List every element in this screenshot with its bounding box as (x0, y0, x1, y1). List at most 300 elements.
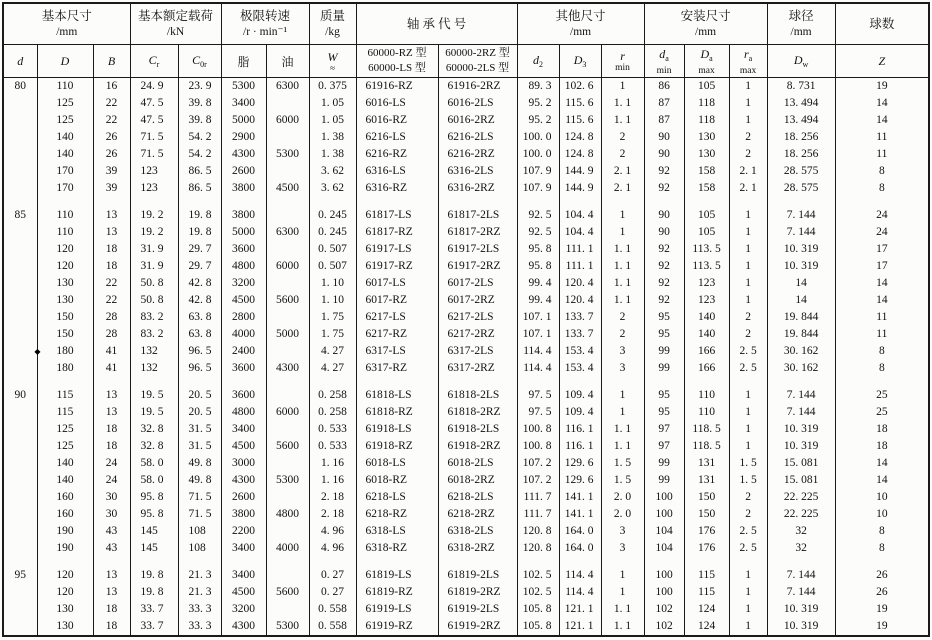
cell-d (3, 360, 37, 377)
empty-cell (601, 557, 644, 567)
cell-desig_2rz: 6217-2RZ (438, 326, 517, 343)
cell-ra_max: 1 (729, 292, 767, 309)
cell-grease: 5300 (221, 78, 266, 96)
cell-d2: 107. 1 (517, 309, 559, 326)
empty-cell (356, 557, 438, 567)
cell-desig_rz: 61919-RZ (356, 618, 438, 636)
cell-Cr: 83. 2 (130, 326, 178, 343)
table-row (3, 241, 929, 258)
cell-d2: 97. 5 (517, 404, 559, 421)
cell-D: 125 (37, 421, 93, 438)
cell-d (3, 241, 37, 258)
cell-W: 0. 507 (309, 241, 356, 258)
cell-desig_rz: 61817-LS (356, 207, 438, 224)
cell-oil: 6000 (266, 404, 309, 421)
cell-W: 0. 558 (309, 618, 356, 636)
cell-oil: 6000 (266, 112, 309, 129)
empty-cell (356, 197, 438, 207)
cell-Cr: 47. 5 (130, 112, 178, 129)
cell-D3: 116. 1 (559, 438, 601, 455)
cell-da_min: 97 (644, 438, 684, 455)
cell-r_min: 2 (601, 309, 644, 326)
cell-desig_2rz: 6216-2LS (438, 129, 517, 146)
cell-grease: 4300 (221, 146, 266, 163)
cell-oil (266, 129, 309, 146)
cell-r_min: 1. 1 (601, 241, 644, 258)
cell-D3: 120. 4 (559, 275, 601, 292)
cell-grease: 5000 (221, 224, 266, 241)
empty-cell (601, 197, 644, 207)
cell-desig_2rz: 6317-2LS (438, 343, 517, 360)
cell-grease: 5000 (221, 112, 266, 129)
cell-C0r: 42. 8 (178, 275, 221, 292)
header-bearing-designation: 轴 承 代 号 (356, 3, 517, 45)
empty-cell (130, 377, 178, 387)
cell-W: 1. 38 (309, 146, 356, 163)
cell-ra_max: 2. 5 (729, 523, 767, 540)
cell-Z: 24 (835, 207, 929, 224)
cell-oil (266, 421, 309, 438)
table-row (3, 309, 929, 326)
empty-cell (3, 377, 37, 387)
cell-C0r: 54. 2 (178, 129, 221, 146)
cell-Cr: 19. 8 (130, 584, 178, 601)
cell-D: 130 (37, 275, 93, 292)
cell-oil: 6000 (266, 258, 309, 275)
cell-grease: 3400 (221, 567, 266, 584)
cell-W: 3. 62 (309, 163, 356, 180)
cell-desig_2rz: 61917-2LS (438, 241, 517, 258)
col-header-oil: 油 (266, 45, 309, 78)
cell-D: 125 (37, 95, 93, 112)
cell-Da_max: 113. 5 (684, 258, 729, 275)
empty-cell (37, 197, 93, 207)
cell-d (3, 326, 37, 343)
cell-desig_rz: 6018-LS (356, 455, 438, 472)
cell-desig_2rz: 61918-2RZ (438, 438, 517, 455)
cell-D3: 109. 4 (559, 387, 601, 404)
cell-d2: 120. 8 (517, 523, 559, 540)
cell-Dw: 32 (767, 540, 835, 557)
cell-Z: 14 (835, 292, 929, 309)
table-row (3, 404, 929, 421)
cell-oil (266, 343, 309, 360)
cell-d2: 95. 2 (517, 95, 559, 112)
cell-C0r: 19. 8 (178, 207, 221, 224)
cell-r_min: 1. 1 (601, 618, 644, 636)
cell-d2: 107. 9 (517, 163, 559, 180)
cell-B: 16 (93, 78, 130, 96)
cell-d (3, 489, 37, 506)
cell-da_min: 99 (644, 455, 684, 472)
cell-r_min: 1. 1 (601, 95, 644, 112)
cell-D3: 129. 6 (559, 472, 601, 489)
cell-desig_2rz: 6218-2LS (438, 489, 517, 506)
cell-Cr: 32. 8 (130, 421, 178, 438)
table-row (3, 292, 929, 309)
cell-grease: 4800 (221, 404, 266, 421)
col-header-grease: 脂 (221, 45, 266, 78)
empty-cell (684, 557, 729, 567)
cell-da_min: 87 (644, 112, 684, 129)
empty-cell (266, 377, 309, 387)
cell-D3: 115. 6 (559, 95, 601, 112)
empty-cell (130, 557, 178, 567)
cell-Z: 10 (835, 489, 929, 506)
cell-W: 0. 507 (309, 258, 356, 275)
col-header-C0r: $C_{0r}$ (178, 45, 221, 78)
header-group-row (3, 3, 929, 45)
cell-Z: 26 (835, 567, 929, 584)
cell-r_min: 1 (601, 207, 644, 224)
cell-da_min: 102 (644, 601, 684, 618)
cell-grease: 3400 (221, 540, 266, 557)
cell-C0r: 33. 3 (178, 618, 221, 636)
table-row (3, 207, 929, 224)
cell-D3: 133. 7 (559, 309, 601, 326)
cell-desig_2rz: 6216-2RZ (438, 146, 517, 163)
header-mounting-dimensions: 安装尺寸 /mm (644, 3, 767, 45)
cell-Dw: 7. 144 (767, 584, 835, 601)
cell-oil (266, 207, 309, 224)
cell-d2: 111. 7 (517, 506, 559, 523)
cell-Dw: 22. 225 (767, 506, 835, 523)
cell-W: 0. 558 (309, 601, 356, 618)
cell-r_min: 3 (601, 540, 644, 557)
cell-C0r: 71. 5 (178, 506, 221, 523)
cell-Cr: 95. 8 (130, 489, 178, 506)
cell-D: 120 (37, 584, 93, 601)
cell-r_min: 2. 0 (601, 489, 644, 506)
cell-Da_max: 130 (684, 129, 729, 146)
cell-D3: 141. 1 (559, 489, 601, 506)
cell-B: 43 (93, 523, 130, 540)
cell-d2: 95. 8 (517, 241, 559, 258)
cell-Z: 19 (835, 618, 929, 636)
cell-D: 120 (37, 567, 93, 584)
cell-d2: 95. 2 (517, 112, 559, 129)
cell-da_min: 90 (644, 224, 684, 241)
cell-Da_max: 118 (684, 112, 729, 129)
cell-ra_max: 1 (729, 567, 767, 584)
cell-Dw: 15. 081 (767, 455, 835, 472)
cell-C0r: 21. 3 (178, 567, 221, 584)
cell-Z: 11 (835, 146, 929, 163)
cell-d (3, 523, 37, 540)
table-row (3, 489, 929, 506)
cell-ra_max: 2. 1 (729, 163, 767, 180)
table-row (3, 540, 929, 557)
empty-cell (93, 197, 130, 207)
cell-desig_2rz: 6218-2RZ (438, 506, 517, 523)
cell-D: 110 (37, 78, 93, 96)
cell-D: 140 (37, 146, 93, 163)
cell-grease: 2400 (221, 343, 266, 360)
table-row (3, 180, 929, 197)
cell-grease: 3400 (221, 421, 266, 438)
table-row (3, 387, 929, 404)
cell-Da_max: 158 (684, 163, 729, 180)
cell-oil: 5300 (266, 472, 309, 489)
cell-d2: 92. 5 (517, 224, 559, 241)
cell-D: 190 (37, 523, 93, 540)
cell-da_min: 99 (644, 343, 684, 360)
cell-desig_rz: 6218-LS (356, 489, 438, 506)
cell-Dw: 10. 319 (767, 438, 835, 455)
cell-grease: 4500 (221, 438, 266, 455)
cell-W: 1. 75 (309, 309, 356, 326)
cell-W: 2. 18 (309, 489, 356, 506)
cell-d (3, 455, 37, 472)
cell-desig_rz: 6217-RZ (356, 326, 438, 343)
empty-cell (438, 557, 517, 567)
col-header-Da-max: $D_a$ max (684, 45, 729, 78)
cell-Dw: 19. 844 (767, 309, 835, 326)
cell-D3: 133. 7 (559, 326, 601, 343)
cell-desig_2rz: 61919-2LS (438, 601, 517, 618)
cell-desig_2rz: 61817-2LS (438, 207, 517, 224)
cell-r_min: 1 (601, 224, 644, 241)
cell-oil (266, 387, 309, 404)
empty-cell (130, 197, 178, 207)
cell-d2: 100. 0 (517, 146, 559, 163)
cell-Dw: 10. 319 (767, 421, 835, 438)
cell-desig_2rz: 61919-2RZ (438, 618, 517, 636)
cell-d (3, 421, 37, 438)
cell-d: 90 (3, 387, 37, 404)
table-row (3, 455, 929, 472)
cell-d2: 107. 9 (517, 180, 559, 197)
cell-B: 24 (93, 455, 130, 472)
cell-Dw: 7. 144 (767, 567, 835, 584)
empty-cell (93, 377, 130, 387)
cell-oil (266, 95, 309, 112)
cell-da_min: 97 (644, 421, 684, 438)
cell-da_min: 95 (644, 326, 684, 343)
cell-Da_max: 113. 5 (684, 241, 729, 258)
cell-ra_max: 2. 5 (729, 343, 767, 360)
cell-d2: 105. 8 (517, 618, 559, 636)
cell-d (3, 163, 37, 180)
cell-r_min: 1 (601, 584, 644, 601)
cell-W: 1. 16 (309, 472, 356, 489)
cell-da_min: 99 (644, 360, 684, 377)
cell-B: 26 (93, 129, 130, 146)
cell-r_min: 1 (601, 567, 644, 584)
cell-ra_max: 2 (729, 506, 767, 523)
cell-d (3, 292, 37, 309)
table-row (3, 584, 929, 601)
cell-ra_max: 1 (729, 404, 767, 421)
cell-Cr: 58. 0 (130, 455, 178, 472)
cell-oil: 6300 (266, 224, 309, 241)
cell-r_min: 1 (601, 387, 644, 404)
empty-cell (178, 377, 221, 387)
empty-cell (266, 197, 309, 207)
cell-D: 120 (37, 258, 93, 275)
cell-d (3, 95, 37, 112)
cell-W: 4. 96 (309, 540, 356, 557)
cell-W: 0. 27 (309, 567, 356, 584)
col-header-Z: Z (835, 45, 929, 78)
cell-C0r: 39. 8 (178, 95, 221, 112)
cell-Da_max: 124 (684, 601, 729, 618)
cell-C0r: 42. 8 (178, 292, 221, 309)
cell-D: 140 (37, 472, 93, 489)
empty-cell (517, 557, 559, 567)
cell-Z: 14 (835, 112, 929, 129)
cell-grease: 4800 (221, 258, 266, 275)
cell-Z: 8 (835, 180, 929, 197)
cell-Z: 11 (835, 326, 929, 343)
cell-B: 18 (93, 421, 130, 438)
cell-d2: 89. 3 (517, 78, 559, 96)
cell-oil: 5000 (266, 326, 309, 343)
cell-ra_max: 1 (729, 78, 767, 96)
cell-W: 3. 62 (309, 180, 356, 197)
cell-Da_max: 118. 5 (684, 421, 729, 438)
cell-B: 22 (93, 292, 130, 309)
cell-desig_rz: 6017-LS (356, 275, 438, 292)
table-row (3, 78, 929, 96)
empty-cell (559, 557, 601, 567)
cell-Cr: 33. 7 (130, 601, 178, 618)
cell-Da_max: 115 (684, 567, 729, 584)
cell-da_min: 90 (644, 207, 684, 224)
cell-D: 130 (37, 601, 93, 618)
col-header-r-min: r min (601, 45, 644, 78)
cell-d (3, 224, 37, 241)
cell-B: 22 (93, 112, 130, 129)
cell-r_min: 3 (601, 523, 644, 540)
cell-d: 95 (3, 567, 37, 584)
cell-D: 130 (37, 292, 93, 309)
header-column-row (3, 45, 929, 78)
cell-d2: 100. 8 (517, 438, 559, 455)
cell-Z: 18 (835, 438, 929, 455)
cell-Z: 10 (835, 506, 929, 523)
empty-cell (684, 197, 729, 207)
empty-cell (517, 377, 559, 387)
cell-ra_max: 1 (729, 275, 767, 292)
cell-C0r: 86. 5 (178, 163, 221, 180)
cell-d2: 120. 8 (517, 540, 559, 557)
cell-r_min: 1. 1 (601, 258, 644, 275)
cell-r_min: 3 (601, 343, 644, 360)
cell-desig_2rz: 61818-2RZ (438, 404, 517, 421)
cell-D: 170 (37, 163, 93, 180)
empty-cell (221, 557, 266, 567)
cell-B: 28 (93, 326, 130, 343)
cell-r_min: 1. 1 (601, 275, 644, 292)
group-separator-row (3, 197, 929, 207)
cell-Cr: 71. 5 (130, 129, 178, 146)
cell-D3: 109. 4 (559, 404, 601, 421)
cell-grease: 3600 (221, 241, 266, 258)
cell-D: 180 (37, 343, 93, 360)
empty-cell (729, 197, 767, 207)
cell-grease: 3600 (221, 387, 266, 404)
cell-d: 85 (3, 207, 37, 224)
cell-D3: 102. 6 (559, 78, 601, 96)
cell-ra_max: 1 (729, 618, 767, 636)
cell-grease: 2600 (221, 489, 266, 506)
cell-B: 30 (93, 489, 130, 506)
col-header-da-min: $d_a$ min (644, 45, 684, 78)
cell-ra_max: 2 (729, 129, 767, 146)
cell-Cr: 50. 8 (130, 292, 178, 309)
cell-D3: 129. 6 (559, 455, 601, 472)
cell-D: 180 (37, 360, 93, 377)
cell-d (3, 180, 37, 197)
cell-Dw: 13. 494 (767, 112, 835, 129)
table-row (3, 506, 929, 523)
cell-grease: 2800 (221, 309, 266, 326)
cell-ra_max: 1 (729, 224, 767, 241)
cell-Z: 14 (835, 275, 929, 292)
cell-Da_max: 118 (684, 95, 729, 112)
cell-B: 13 (93, 584, 130, 601)
cell-W: 0. 375 (309, 78, 356, 96)
cell-Dw: 14 (767, 275, 835, 292)
cell-B: 18 (93, 438, 130, 455)
cell-Dw: 13. 494 (767, 95, 835, 112)
cell-Cr: 19. 5 (130, 404, 178, 421)
table-row (3, 129, 929, 146)
cell-Da_max: 110 (684, 404, 729, 421)
cell-desig_rz: 6016-RZ (356, 112, 438, 129)
cell-W: 1. 75 (309, 326, 356, 343)
cell-Cr: 58. 0 (130, 472, 178, 489)
cell-d (3, 404, 37, 421)
cell-oil (266, 163, 309, 180)
cell-r_min: 1. 1 (601, 601, 644, 618)
cell-Dw: 14 (767, 292, 835, 309)
cell-B: 41 (93, 360, 130, 377)
cell-desig_2rz: 6317-2RZ (438, 360, 517, 377)
table-row (3, 343, 929, 360)
cell-D3: 141. 1 (559, 506, 601, 523)
cell-da_min: 95 (644, 309, 684, 326)
cell-oil: 6300 (266, 78, 309, 96)
cell-Da_max: 150 (684, 506, 729, 523)
cell-B: 13 (93, 207, 130, 224)
cell-D3: 116. 1 (559, 421, 601, 438)
cell-B: 28 (93, 309, 130, 326)
cell-B: 22 (93, 95, 130, 112)
cell-da_min: 104 (644, 523, 684, 540)
cell-D3: 164. 0 (559, 540, 601, 557)
cell-desig_rz: 6316-RZ (356, 180, 438, 197)
empty-cell (517, 197, 559, 207)
cell-Da_max: 123 (684, 275, 729, 292)
cell-r_min: 2. 0 (601, 506, 644, 523)
cell-Da_max: 166 (684, 360, 729, 377)
cell-grease: 3800 (221, 180, 266, 197)
col-header-designation-2rz-2ls: 60000-2RZ 型 60000-2LS 型 (438, 45, 517, 78)
cell-D: 190 (37, 540, 93, 557)
empty-cell (309, 557, 356, 567)
cell-desig_2rz: 61819-2RZ (438, 584, 517, 601)
cell-grease: 3200 (221, 601, 266, 618)
cell-W: 1. 05 (309, 112, 356, 129)
cell-W: 0. 258 (309, 404, 356, 421)
table-row (3, 112, 929, 129)
cell-D3: 144. 9 (559, 163, 601, 180)
cell-desig_2rz: 61818-2LS (438, 387, 517, 404)
cell-W: 0. 245 (309, 207, 356, 224)
cell-B: 13 (93, 224, 130, 241)
